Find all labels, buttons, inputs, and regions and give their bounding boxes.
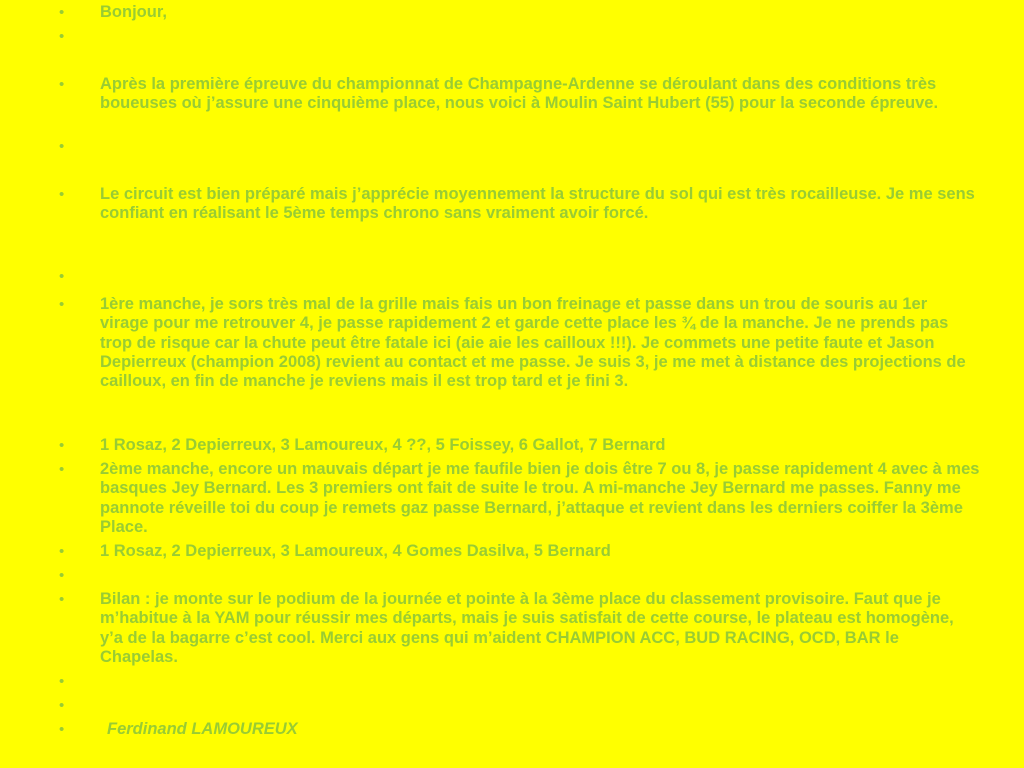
bullet-marker: • [59,437,65,454]
signature-text: Ferdinand LAMOUREUX [107,720,298,738]
bullet-marker: • [59,76,65,93]
race1-results: 1 Rosaz, 2 Depierreux, 3 Lamoureux, 4 ??, 5 Foissey, 6 Gallot, 7 Bernard [100,436,666,454]
bullet-marker: • [59,673,65,690]
bullet-marker: • [59,268,65,285]
summary-paragraph: Bilan : je monte sur le podium de la journée et pointe à la 3ème place du classement provisoire. Faut que je m’habitue à la YAM pour réussir mes départs, mais je suis satisfait de cette course, le plateau est homogène, y’a de la bagarre c’est cool. Merci aux gens qui m’aident CHAMPION ACC, BUD RACING, OCD, BAR le Chapelas. [100,590,954,666]
race2-paragraph: 2ème manche, encore un mauvais départ je me faufile bien je dois être 7 ou 8, je passe rapidement 4 avec à mes basques Jey Bernard. Les 3 premiers ont fait de suite le trou. A mi-manche Jey Bernard me passes. Fanny me pannote réveille toi du coup je remets gaz passe Bernard, j’attaque et revient dans les derniers coiffer la 3ème Place. [100,460,980,536]
circuit-paragraph: Le circuit est bien préparé mais j’apprécie moyennement la structure du sol qui est très rocailleuse. Je me sens confiant en réalisant le 5ème temps chrono sans vraiment avoir forcé. [100,185,975,223]
race1-paragraph: 1ère manche, je sors très mal de la grille mais fais un bon freinage et passe dans un trou de souris au 1er virage pour me retrouver 4, je passe rapidement 2 et garde cette place les ¾ de la manche. Je ne prends pas trop de risque car la chute peut être fatale ici (aie aie les cailloux !!!). Je commets une petite faute et Jason Depierreux (champion 2008) revient au contact et me passe. Je suis 3, je me met à distance des projections de cailloux, en fin de manche je reviens mais il est trop tard et je fini 3. [100,295,966,391]
intro-paragraph: Après la première épreuve du championnat de Champagne-Ardenne se déroulant dans des conditions très boueuses où j’assure une cinquième place, nous voici à Moulin Saint Hubert (55) pour la seconde épreuve. [100,75,939,113]
race2-results: 1 Rosaz, 2 Depierreux, 3 Lamoureux, 4 Gomes Dasilva, 5 Bernard [100,542,611,560]
bullet-marker: • [59,567,65,584]
bullet-marker: • [59,296,65,313]
bullet-marker: • [59,186,65,203]
bullet-marker: • [59,591,65,608]
bullet-marker: • [59,461,65,478]
bullet-marker: • [59,138,65,155]
bullet-marker: • [59,28,65,45]
greeting-text: Bonjour, [100,3,167,21]
bullet-marker: • [59,697,65,714]
bullet-marker: • [59,543,65,560]
bullet-marker: • [59,721,65,738]
bullet-marker: • [59,4,65,21]
